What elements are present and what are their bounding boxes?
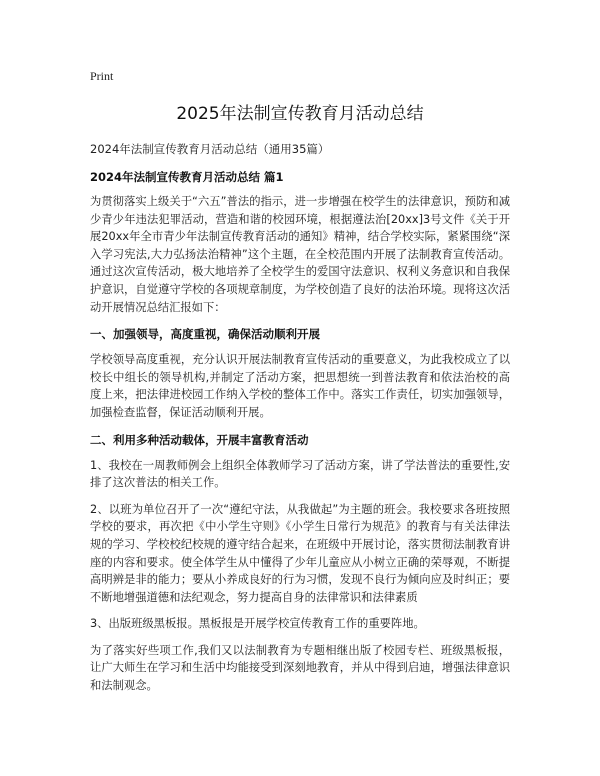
intro-paragraph: 为贯彻落实上级关于“六五”普法的指示，进一步增强在校学生的法律意识，预防和减少青少年违法犯罪活动，营造和谐的校园环境，根据遵法治[20xx]3号文件《关于开展20xx年全市青少年法制宣传教育活动的通知》精神，结合学校实际，紧紧围绕“深入学习宪法,大力弘扬法治精神”这个主题，在全校范围内开展了法制教育宣传活动。通过这次宣传活动，极大地培养了全校学生的爱国守法意识、权利义务意识和自我保护意识，自觉遵守学校的各项规章制度，为学校创造了良好的法治环境。现将这次活动开展情况总结汇报如下： [90,195,510,314]
print-link[interactable]: Print [90,69,114,83]
heading-2: 二、利用多种活动载体，开展丰富教育活动 [90,432,309,447]
heading-1: 一、加强领导，高度重视，确保活动顺利开展 [90,327,320,342]
document-title: 2025年法制宣传教育月活动总结 [176,104,424,124]
paragraph-4: 3、出版班级黑板报。黑板报是开展学校宣传教育工作的重要阵地。 [90,617,425,631]
paragraph-1: 学校领导高度重视，充分认识开展法制教育宣传活动的重要意义，为此我校成立了以校长中组长的领导机构,并制定了活动方案，把思想统一到普法教育和依法治校的高度上来，把法律进校园工作纳入学校的整体工作中。落实工作责任，切实加强领导，加强检查监督，保证活动顺利开展。 [90,353,510,419]
paragraph-2: 1、我校在一周教师例会上组织全体教师学习了活动方案，讲了学法普法的重要性,安排了这次普法的相关工作。 [90,458,510,490]
paragraph-3: 2、以班为单位召开了一次“遵纪守法，从我做起”为主题的班会。我校要求各班按照学校的要求，再次把《中小学生守则》《小学生日常行为规范》的教育与有关法律法规的学习、学校校纪校规的遵守结合起来，在班级中开展讨论，落实贯彻法制教育讲座的内容和要求。使全体学生从中懂得了少年儿童应从小树立正确的荣辱观，不断提高明辨是非的能力；要从小养成良好的行为习惯，发现不良行为倾向应及时纠正；要不断地增强道德和法纪观念，努力提高自身的法律常识和法律素质 [90,502,510,604]
document-subtitle: 2024年法制宣传教育月活动总结（通用35篇） [90,142,330,156]
section-title: 2024年法制宣传教育月活动总结 篇1 [90,170,284,184]
paragraph-5: 为了落实好些项工作,我们又以法制教育为专题相继出版了校园专栏、班级黑板报，让广大师生在学习和生活中均能接受到深刻地教育，并从中得到启迪，增强法律意识和法制观念。 [90,643,510,693]
